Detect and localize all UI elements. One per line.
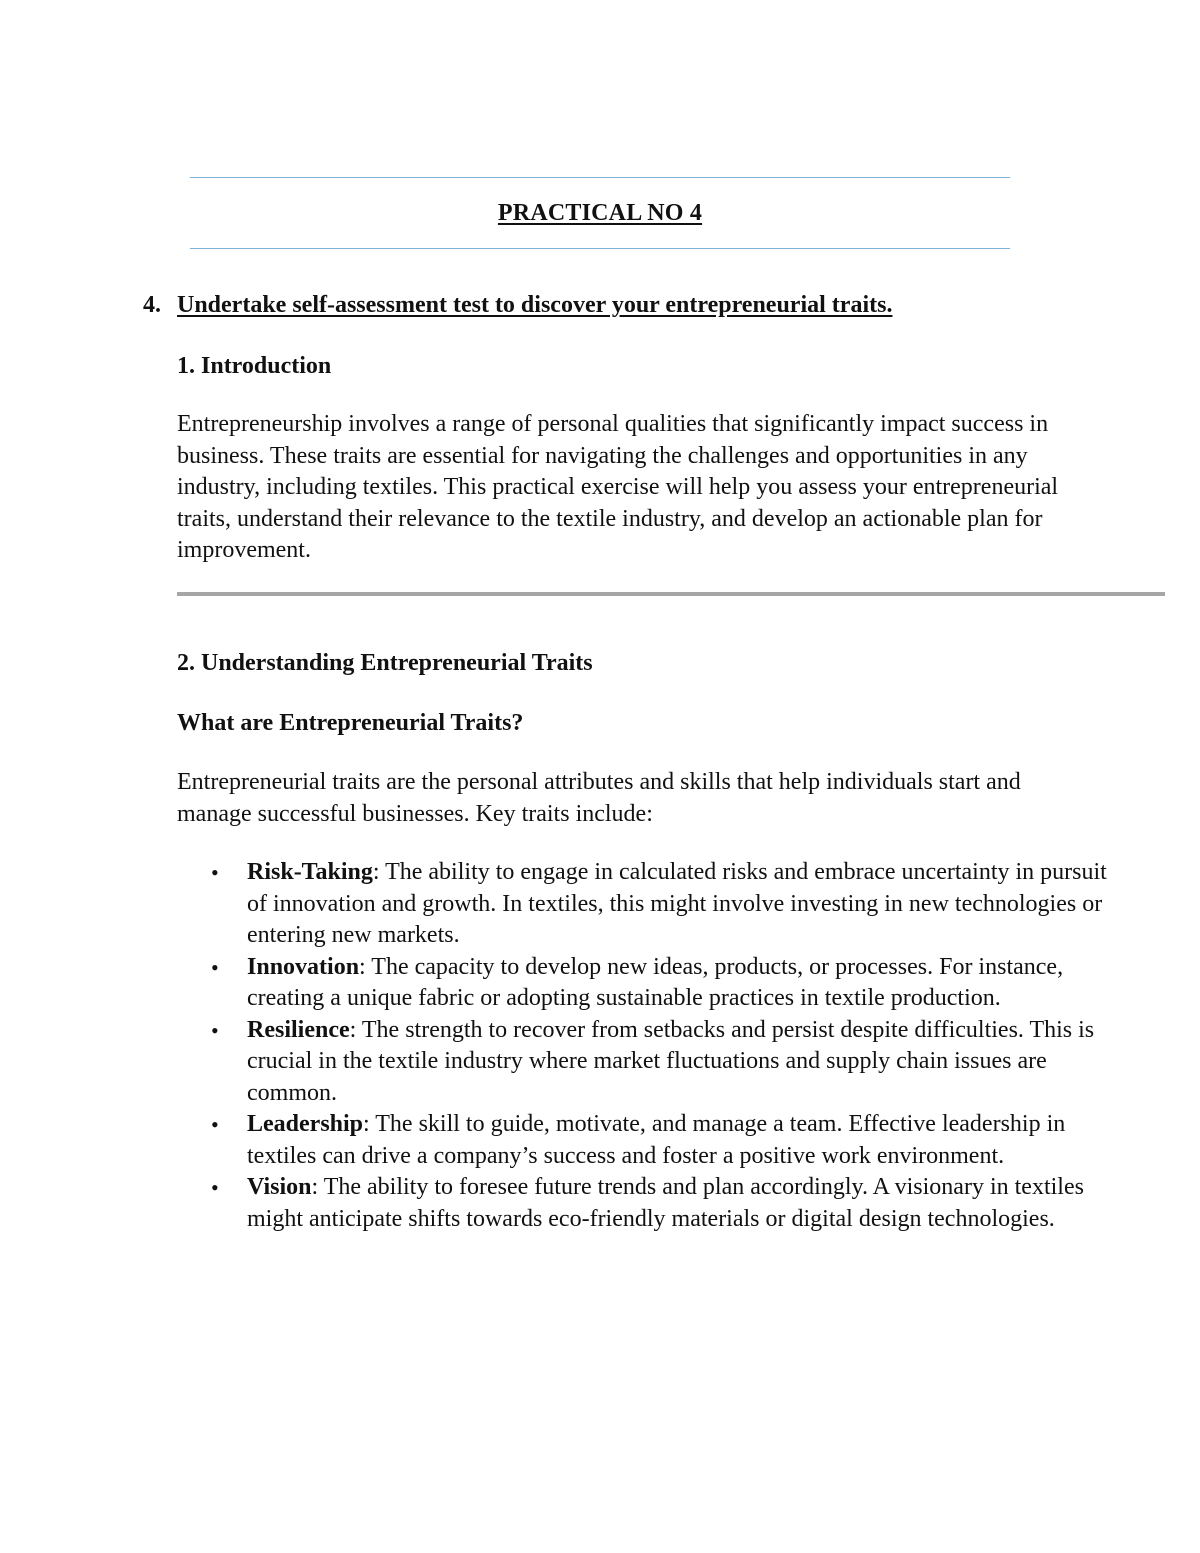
title-top-rule [190, 177, 1010, 178]
bullet-icon: • [211, 954, 219, 980]
trait-term: Resilience [247, 1016, 350, 1043]
understanding-heading: 2. Understanding Entrepreneurial Traits [177, 650, 593, 676]
introduction-paragraph: Entrepreneurship involves a range of personal qualities that significantly impact success in business. These traits are essential for navigating the challenges and opportunities in any industry, including textiles. This practical exercise will help you assess your entrepreneurial traits, understand their relevance to the textile industry, and develop an actionable plan for improvement. [177, 411, 1059, 563]
task-text: Undertake self-assessment test to discover your entrepreneurial traits. [177, 292, 893, 318]
trait-term: Innovation [247, 953, 360, 980]
bullet-icon: • [211, 1112, 219, 1137]
trait-description: : The ability to engage in calculated risks and embrace uncertainty in pursuit of innovation and growth. In textiles, this might involve investing in new technologies or entering new markets. [247, 859, 1107, 948]
traits-list [211, 857, 1107, 1235]
trait-term: Risk-Taking [247, 859, 373, 885]
task-statement [143, 289, 892, 321]
traits-intro-paragraph: Entrepreneurial traits are the personal attributes and skills that help individuals start and manage successful businesses. Key traits include: [177, 769, 1021, 827]
title-bottom-rule [190, 248, 1010, 249]
trait-description: : The capacity to develop new ideas, products, or processes. For instance, creating a unique fabric or adopting sustainable practices in textile production. [247, 953, 1064, 1011]
trait-term: Leadership [247, 1111, 364, 1137]
introduction-heading: 1. Introduction [177, 353, 332, 379]
list-item [211, 952, 1107, 1015]
task-number: 4. [143, 292, 161, 318]
list-item [211, 1015, 1107, 1110]
section-divider [177, 592, 1165, 596]
list-item [211, 857, 1107, 952]
bullet-icon: • [211, 1017, 219, 1043]
what-are-traits-heading: What are Entrepreneurial Traits? [177, 710, 524, 736]
list-item [211, 1172, 1107, 1235]
trait-description: : The skill to guide, motivate, and manage a team. Effective leadership in textiles can drive a company’s success and foster a positive work environment. [247, 1111, 1066, 1169]
bullet-icon: • [211, 860, 219, 885]
bullet-icon: • [211, 1175, 219, 1200]
trait-description: : The ability to foresee future trends and plan accordingly. A visionary in textiles might anticipate shifts towards eco-friendly materials or digital design technologies. [247, 1174, 1084, 1232]
trait-description: : The strength to recover from setbacks and persist despite difficulties. This is crucial in the textile industry where market fluctuations and supply chain issues are common. [247, 1016, 1095, 1106]
trait-term: Vision [247, 1174, 312, 1200]
practical-title: PRACTICAL NO 4 [497, 200, 703, 226]
list-item [211, 1109, 1107, 1172]
